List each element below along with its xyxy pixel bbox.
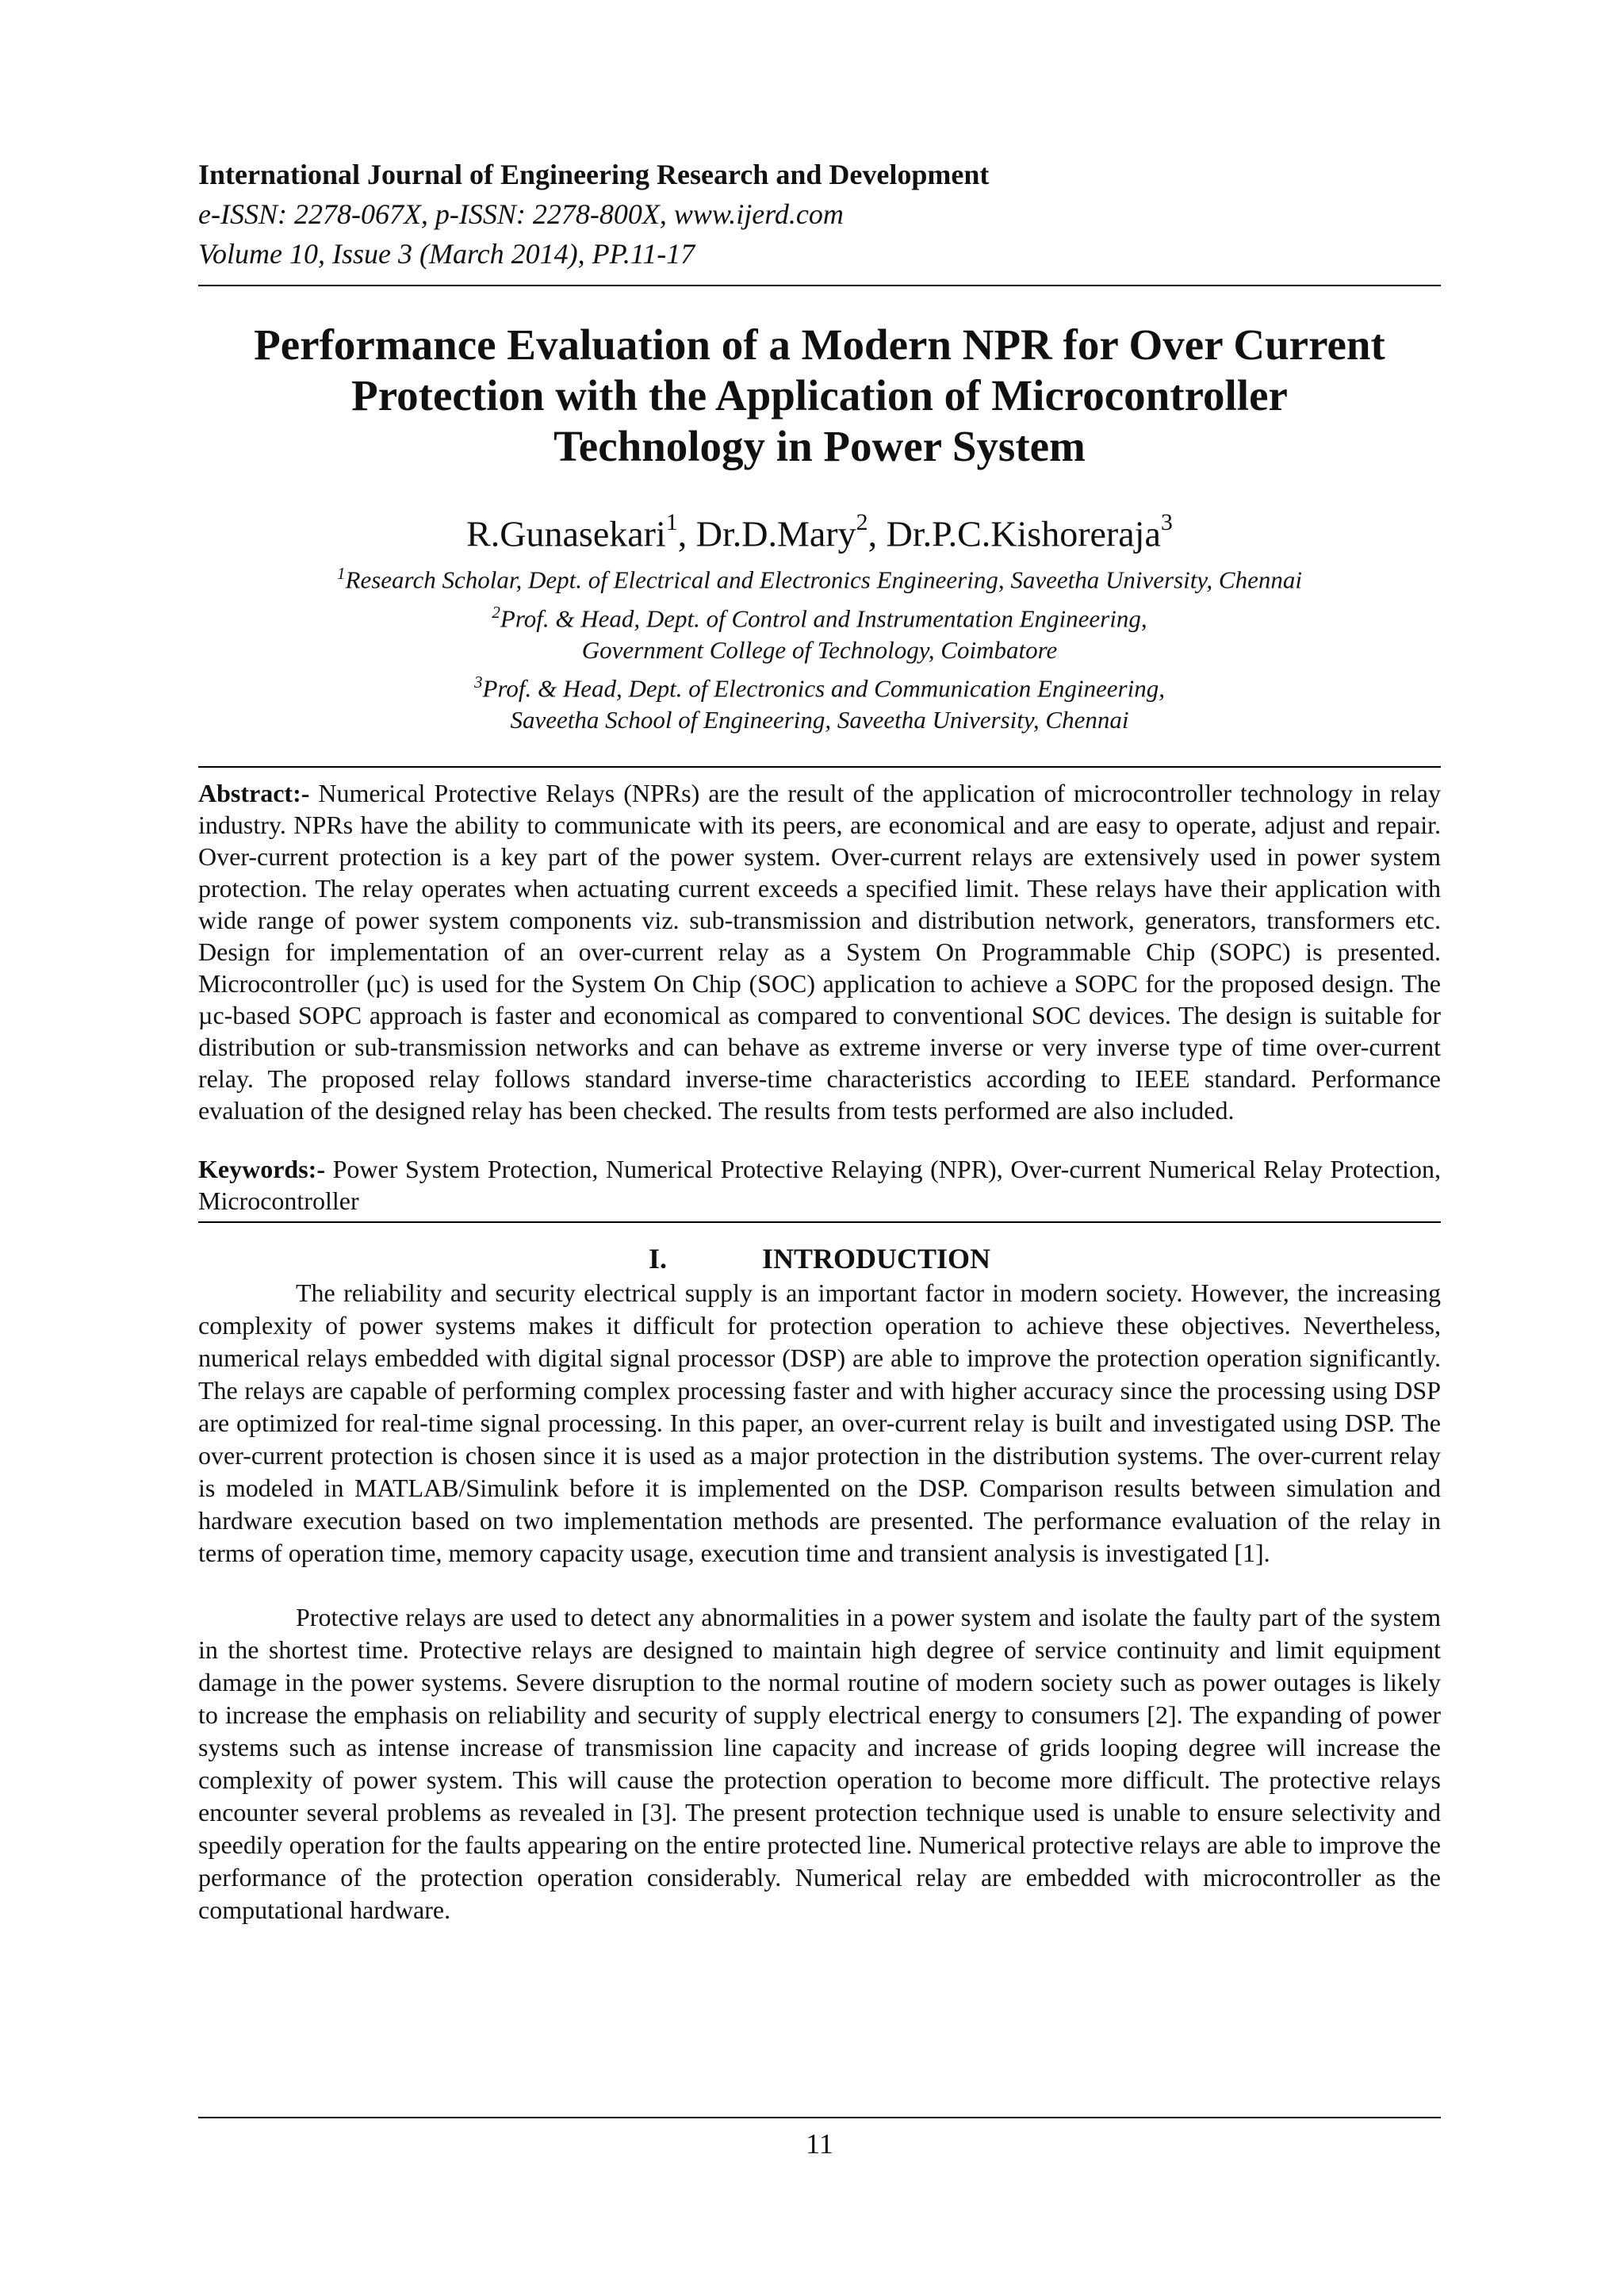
author-separator: , [868, 513, 887, 554]
author-affiliation-mark: 1 [665, 509, 678, 535]
section-heading [198, 1240, 1441, 1277]
page-footer [198, 2117, 1441, 2161]
journal-issn: e-ISSN: 2278-067X, p-ISSN: 2278-800X, www.ijerd.com [198, 198, 844, 230]
title-line: Performance Evaluation of a Modern NPR for Over Current [254, 320, 1385, 369]
affiliation-mark: 2 [492, 602, 500, 622]
affiliation-mark: 3 [474, 672, 483, 692]
title-line: Technology in Power System [553, 422, 1086, 470]
author-name: Dr.P.C.Kishoreraja [886, 513, 1161, 554]
author-affiliation-mark: 3 [1160, 509, 1173, 535]
journal-header [198, 155, 1441, 274]
affiliation-text: Research Scholar, Dept. of Electrical and Electronics Engineering, Saveetha University, Chennai [345, 565, 1302, 594]
affiliation-text: Saveetha School of Engineering, Saveetha University, Chennai [510, 706, 1129, 734]
abstract-label: Abstract:- [198, 779, 310, 808]
affiliation-mark: 1 [337, 564, 346, 584]
footer-divider [198, 2117, 1441, 2118]
author-affiliation-mark: 2 [856, 509, 868, 535]
affiliation-line [198, 666, 1441, 704]
abstract [198, 777, 1441, 1126]
section-number: I. [648, 1243, 667, 1275]
abstract-top-divider [198, 766, 1441, 768]
journal-name: International Journal of Engineering Research and Development [198, 159, 990, 190]
author-name: Dr.D.Mary [695, 513, 856, 554]
affiliation-text: Government College of Technology, Coimbatore [581, 635, 1058, 664]
body-paragraph: Protective relays are used to detect any abnormalities in a power system and isolate the faulty part of the system in the shortest time. Protective relays are designed to maintain high degree of service continuity and limit equipment damage in the power systems. Severe disruption to the normal routine of modern society such as power outages is likely to increase the emphasis on reliability and security of supply electrical energy to consumers [2]. The expanding of power systems such as intense increase of transmission line capacity and increase of grids looping degree will increase the complexity of power system. This will cause the protection operation to become more difficult. The protective relays encounter several problems as revealed in [3]. The present protection technique used is unable to ensure selectivity and speedily operation for the faults appearing on the entire protected line. Numerical protective relays are able to improve the performance of the protection operation considerably. Numerical relay are embedded with microcontroller as the computational hardware. [198, 1603, 1441, 1925]
journal-volume: Volume 10, Issue 3 (March 2014), PP.11-17 [198, 238, 695, 270]
keywords-text: Power System Protection, Numerical Protective Relaying (NPR), Over-current Numerical Relay Protection, Microcontroller [198, 1155, 1441, 1216]
body-paragraph: The reliability and security electrical supply is an important factor in modern society. However, the increasing complexity of power systems makes it difficult for protection operation to achieve these objectives. Nevertheless, numerical relays embedded with digital signal processor (DSP) are able to improve the protection operation significantly. The relays are capable of performing complex processing faster and with higher accuracy since the processing using DSP are optimized for real-time signal processing. In this paper, an over-current relay is built and investigated using DSP. The over-current protection is chosen since it is used as a major protection in the distribution systems. The over-current relay is modeled in MATLAB/Simulink before it is implemented on the DSP. Comparison results between simulation and hardware execution based on two implementation methods are presented. The performance evaluation of the relay in terms of operation time, memory capacity usage, execution time and transient analysis is investigated [1]. [198, 1278, 1441, 1568]
affiliation-list [198, 558, 1441, 736]
paper-page [198, 155, 1441, 1926]
affiliation-line [198, 596, 1441, 634]
affiliation-line [198, 558, 1441, 596]
paper-title [198, 320, 1441, 472]
author-list [198, 504, 1441, 556]
author-name: R.Gunasekari [466, 513, 666, 554]
affiliation-text: Prof. & Head, Dept. of Control and Instrumentation Engineering, [500, 604, 1147, 632]
title-line: Protection with the Application of Microcontroller [351, 371, 1288, 420]
affiliation-line [198, 704, 1441, 736]
keywords [198, 1153, 1441, 1217]
section-title: INTRODUCTION [761, 1243, 991, 1275]
keywords-bottom-divider [198, 1221, 1441, 1223]
page-number: 11 [806, 2128, 833, 2160]
affiliation-text: Prof. & Head, Dept. of Electronics and Communication Engineering, [482, 674, 1165, 703]
keywords-label: Keywords:- [198, 1155, 325, 1184]
affiliation-line [198, 634, 1441, 666]
abstract-text: Numerical Protective Relays (NPRs) are the result of the application of microcontroller technology in relay industry. NPRs have the ability to communicate with its peers, are economical and are easy to operate, adjust and repair. Over-current protection is a key part of the power system. Over-current relays are extensively used in power system protection. The relay operates when actuating current exceeds a specified limit. These relays have their application with wide range of power system components viz. sub-transmission and distribution network, generators, transformers etc. Design for implementation of an over-current relay as a System On Programmable Chip (SOPC) is presented. Microcontroller (µc) is used for the System On Chip (SOC) application to achieve a SOPC for the proposed design. The µc-based SOPC approach is faster and economical as compared to conventional SOC devices. The design is suitable for distribution or sub-transmission networks and can behave as extreme inverse or very inverse type of time over-current relay. The proposed relay follows standard inverse-time characteristics according to IEEE standard. Performance evaluation of the designed relay has been checked. The results from tests performed are also included. [198, 779, 1441, 1125]
header-divider [198, 285, 1441, 286]
author-separator: , [677, 513, 696, 554]
